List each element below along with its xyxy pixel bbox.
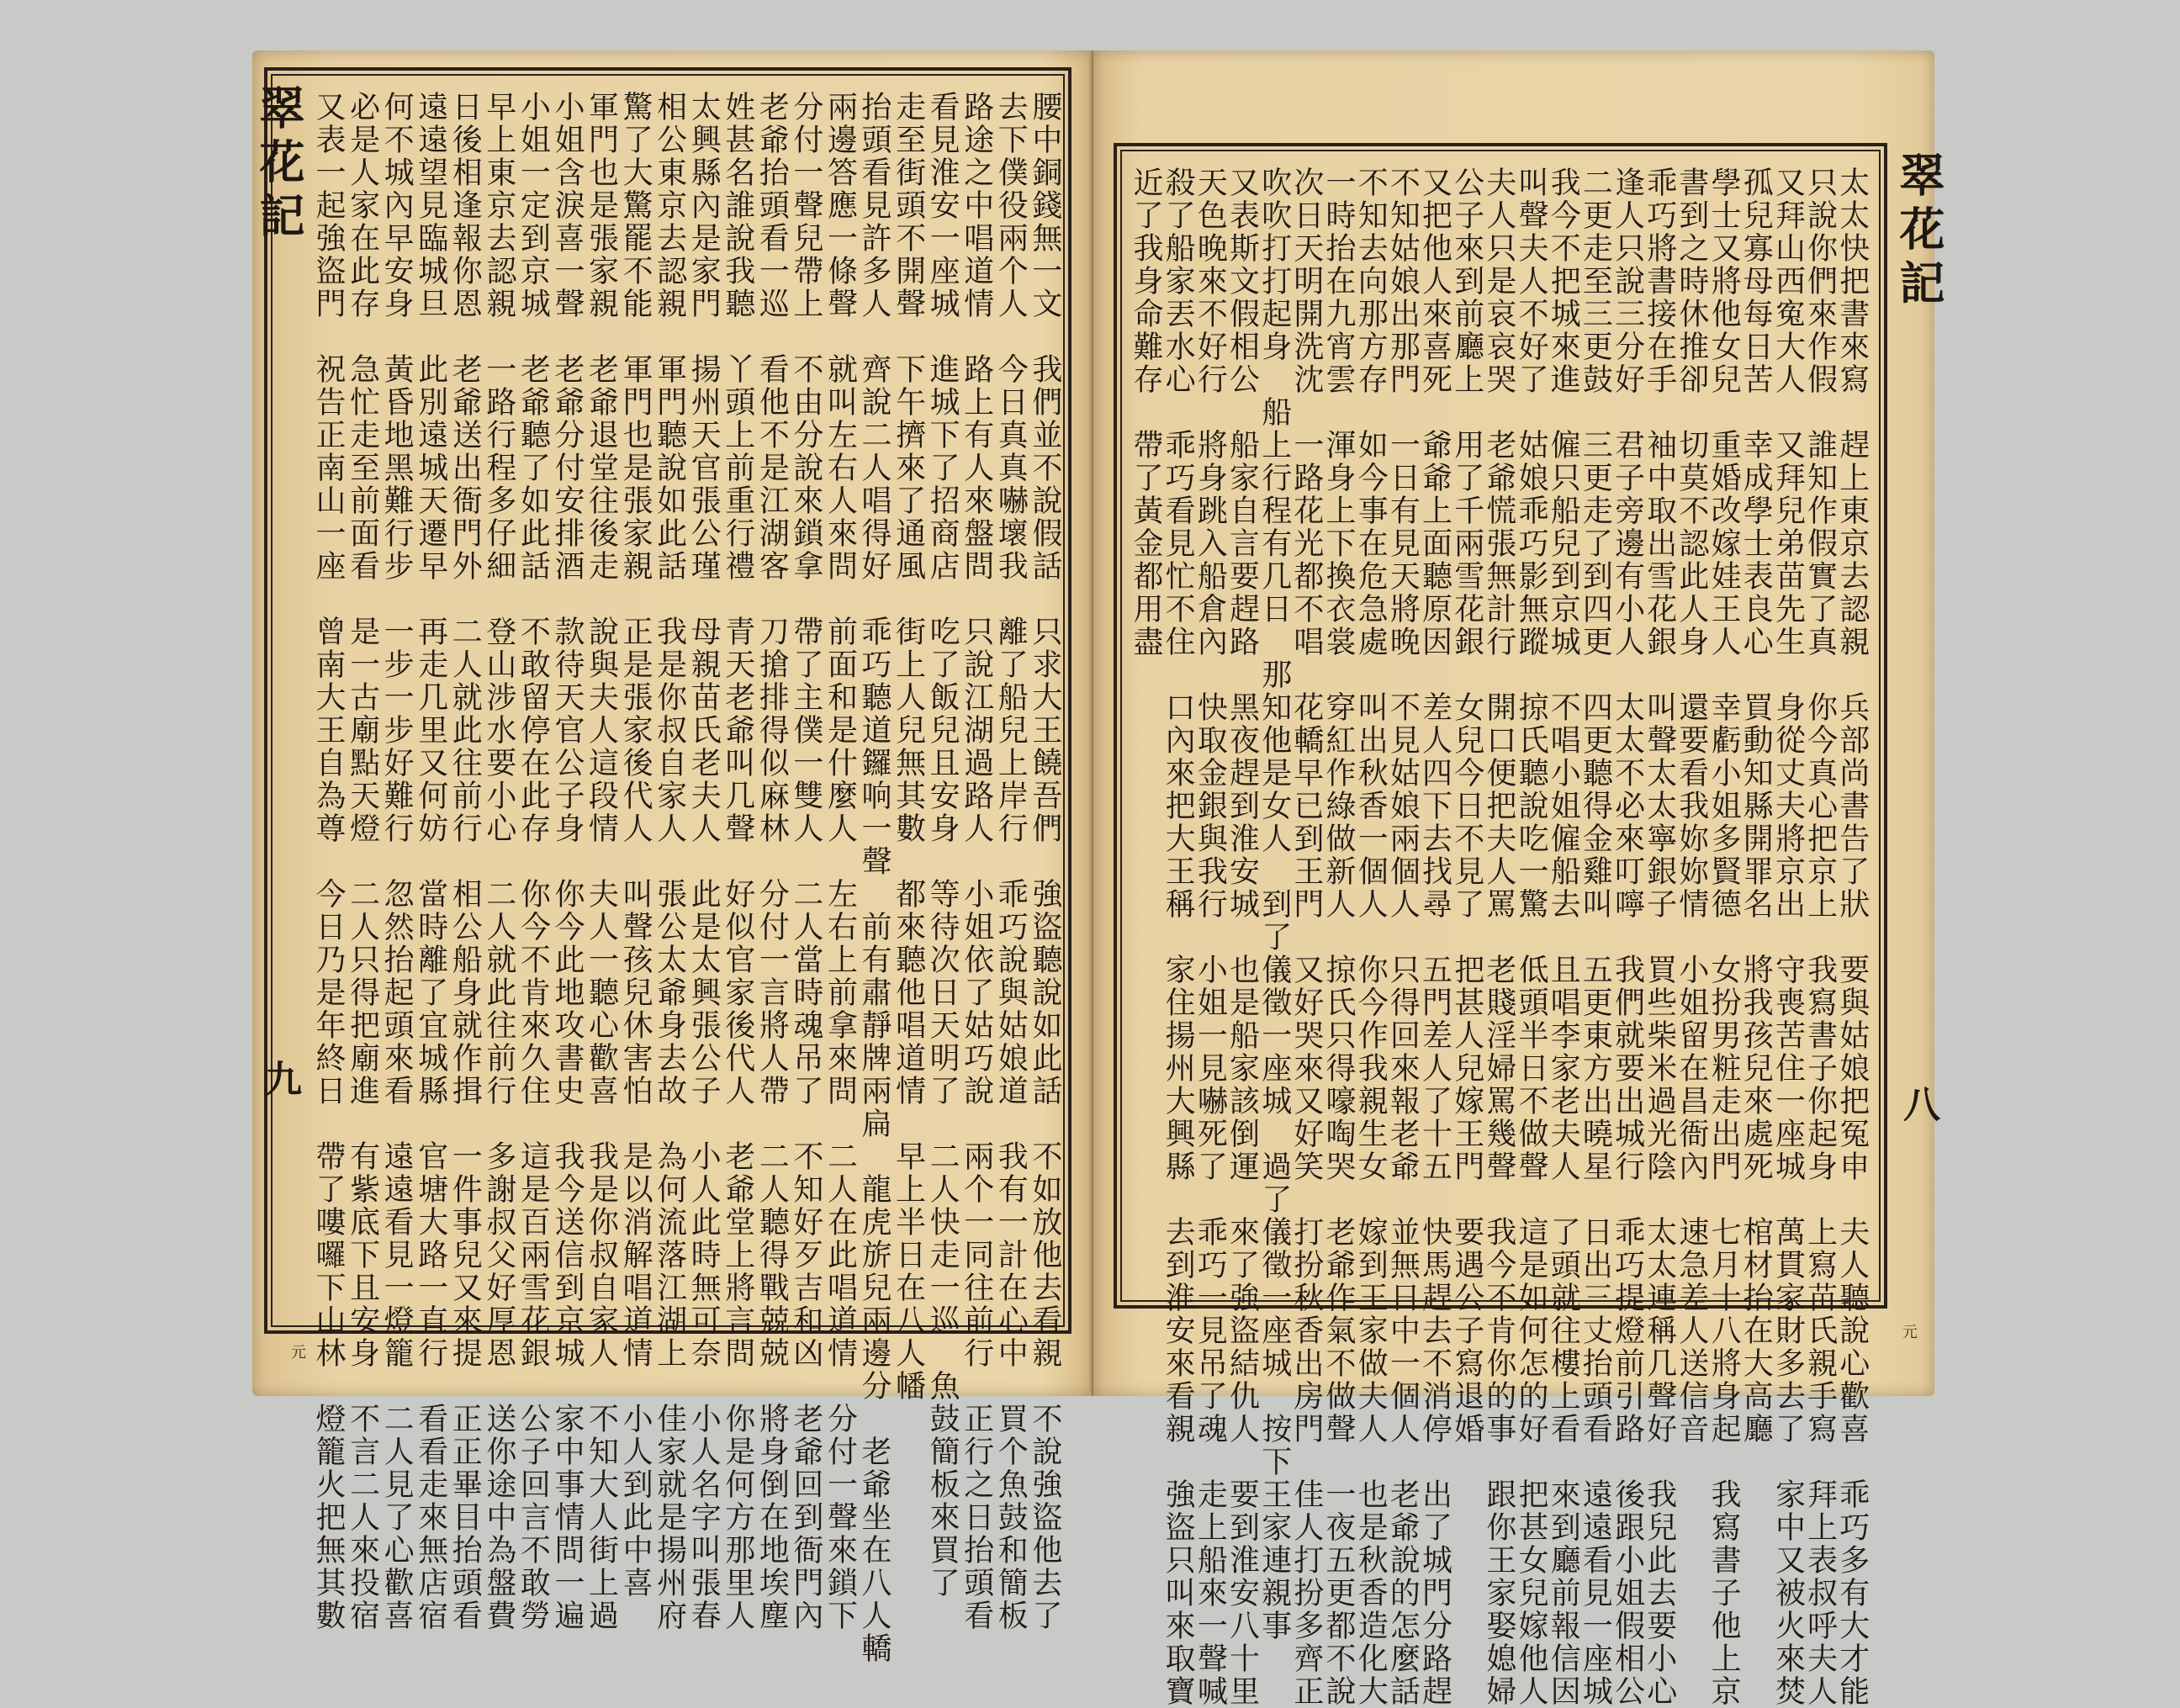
text-column: 分付一聲兒帶上 不由分說來鎖拿 帶了主僕一雙人 二人當時魂吊了 不知好歹吉和凶 老爺回到衙門內 [788, 91, 823, 1632]
left-page [252, 50, 1093, 1665]
text-column: 走至街頭不開聲 下午擠來了通風 街上人兒無其數 都來聽他唱道情 早上半日在八人幡 [891, 91, 926, 1403]
text-column: 軍門也是張家親 老爺退堂往後走 說與夫人這段情 夫人一聽心歡喜 我是你叔自家人 不知大人街上過 [584, 91, 619, 1632]
text-column: 去下僕役兩个人 今日真真嚇壞我 離了船兒上岸行 乖巧說與姑娘道 我有一計在心中 買个魚鼓和簡板 [993, 91, 1029, 1632]
text-column: 看見淮安一座城 進城下了招商店 吃了飯兒且安身 等待次日天明了 二人快走一巡 魚鼓簡板來買了 [925, 91, 960, 1600]
text-column: 姓甚名誰說我聽 丫頭上前重行禮 青天老爺叫几聲 好似官家後代人 老爺堂上將言問 你是何方那里人 [720, 91, 755, 1632]
text-column: 又表一起強盜門 祝告正南山一座 曾南大王自為尊 今日乃是年終日 帶了嘍囉下山林 燈籠火把無其數 [311, 91, 346, 1632]
left-margin-title: 翠花記 [252, 84, 306, 246]
text-column: 殺了船家丟水心 乖巧看見忙不住 口內來把大王稱 家住揚州大興縣 去到淮安來看親 強盜只叫來取寶 [1161, 167, 1196, 1708]
text-column: 書到之時休推卻 切莫不認此人身 還要看我妳妳情 小姐留在昌衙內 速急差人送信音 [1674, 167, 1709, 1446]
text-column: 只說你們來作假 誰知作假實了真 你今真心把京上 我寫書子你起身 上寫苗氏親手寫 拜上表叔呼夫人 [1802, 167, 1838, 1708]
text-column: 又表斯文假相公 船家自言要趕路 黑夜趕到淮安城 也是船家該倒運 來了強盜結仇人 要到淮安八十里 [1225, 167, 1260, 1708]
text-column: 乖巧將書接在手 袖中取出雪花銀 叫聲太太寧銀子 買些柴米過光陰 太太連稱几聲好 我兒此去要小心 [1642, 167, 1677, 1708]
text-column: 叫聲夫人不好了 姑娘乖巧影無蹤 掠氏聽說吃一驚 低頭半日不做聲 這是如何怎的好 把甚女兒嫁他人 [1514, 167, 1549, 1708]
text-column: 何不城內早安身 黃昏地黑難行步 一步一步好難行 忽然抬起頭來看 遠遠看見一燈籠 二人見了心歡喜 [379, 91, 415, 1632]
text-column: 老爺抬頭看一巡 看他不是江湖客 刀搶排得似麻林 分付一言將人帶 二人聽得戰兢兢 將身倒在地埃塵 [754, 91, 790, 1632]
text-column: 次日天明開洗沈 一路花光都不唱 花轎早已到王門 又好哭來又好笑 打扮秋香出房門 佳人打扮多齊正 [1288, 167, 1324, 1708]
left-text-columns [311, 91, 1062, 1665]
text-column: 必是人家在此存 急忙走至前面看 是一古廟點天燈 二人只得把廟進 有紫底下且安身 不言二人來投宿 [345, 91, 380, 1632]
text-column: 不知去向那方存 如今事在危急處 叫出秋香一個人 你今作我親生女 嫁到王家做夫人 也是秋香造化大 [1353, 167, 1389, 1708]
text-column: 夫人只是哀哀哭 老爺慌張無計行 開口便把夫人罵 老賤淫婦罵幾聲 我今不肯你的事 跟你王家娶媳婦 [1481, 167, 1516, 1708]
text-column: 驚了大驚罷不能 軍門也是張家親 正是張家後代人 叫聲孩兒休害怕 是以消解唱道情 小人到此中喜 [618, 91, 653, 1600]
right-foot-mark: 元 [1902, 1324, 1918, 1341]
right-page-number: 八 [1897, 1085, 1939, 1122]
right-margin-title: 翠花記 [1892, 151, 1946, 313]
text-column: 抬頭看見許多人 齊說二人唱得好 乖巧聽道鑼响一聲 前有肅靜牌兩扁 龍虎旂兒兩邊分 老爺坐在八人轎 [857, 91, 892, 1665]
text-column: 公子來到前廳上 用了千兩雪花銀 女兒今日不見了 把甚人兒嫁王門 要遇公子寫退婚 [1449, 167, 1484, 1446]
open-book [252, 50, 1946, 1708]
text-column: 遠遠望見臨城旦 此別遠城天遷早 再走几里又何妨 當時離了宜城縣 官塘大路一直行 看看走來無店宿 [413, 91, 448, 1632]
text-column: 腰中銅錢無一文 我們並不說假話 只求大王饒吾們 強盜聽說如此話 不如放他去看親 不說強盜他去了 [1027, 91, 1062, 1632]
text-column: 天色晚來不好行 將身跳入船倉內 快取金銀與我行 小姐一見嚇死了 乖巧一見吊了魂 走上船來一聲喊 [1193, 167, 1228, 1708]
text-column: 又拜山西寃大人 又拜兒弟苗先生 身從丈夫將京出 守喪苦住一座城 萬貫家財多去了 家中又被火來焚 [1770, 167, 1806, 1708]
text-column: 我今不把城來進 僱只船兒到京城 不唱小姐僱船去 且唱李家老夫人 了頭就往樓上看 來到廳前報信因 [1546, 167, 1581, 1708]
right-text-columns [1129, 167, 1870, 1708]
text-column: 不知姑娘出那門 一日有見天將晚 不見姑娘兩個人 只得回來報老爺 並無日中一個人 老爺說的怎麼話 [1385, 167, 1421, 1708]
text-column: 近了我身命難存 帶了黃金都用盡 [1129, 167, 1163, 658]
text-column: 逢人只說三分好 君子旁邊有小人 太太不必來叮嚀 我們就要出城行 乖巧提燈前引路 後跟小姐假相公 [1610, 167, 1645, 1708]
text-column: 二更走至三更鼓 三更走了到四更 四更聽得金雞叫 五更東方出曉星 日出三丈抬頭看 遠遠看見一座城 [1578, 167, 1613, 1708]
text-column: 學士又將他女兒 重婚改嫁娃王人 幸虧小姐多賢德 女扮男粧走出門 七月十八將身起 我寫書子他上京 [1706, 167, 1742, 1708]
text-column: 兩邊答應一條聲 就叫左右人來問 前面和是什麼人 左右上前拿來問 二人在此唱道情 分付一聲來鎖下 [823, 91, 858, 1632]
text-column: 路途之中唱道情 路上有人來盤問 只說江湖過路人 小姐依了姑巧說 兩个一同往前行 正行之日抬頭看 [959, 91, 994, 1632]
left-foot-mark: 元 [291, 1344, 306, 1362]
text-column: 小姐一定到京城 老爺聽了如此話 不敢留停在此存 你今不肯來久住 這是百兩雪花銀 公子回言不敢勞 [516, 91, 551, 1632]
text-column: 早上東京去認親 一路行程多仔細 登山涉水要小心 二人就此往前行 多謝叔父好厚恩 送你途中為盤費 [481, 91, 516, 1632]
text-column: 太興縣內是家門 揚州天官張公瑾 母親苗氏老夫人 此是太興張公子 小人此時無可奈 小人名字叫張春 [686, 91, 722, 1632]
text-column: 相公東京去認親 軍門聽說如此話 我是你叔自家人 張公太爺身去故 為何流落江湖上 佳家就是揚州府 [652, 91, 687, 1632]
text-column: 小姐含淚喜一聲 老爺分付安排酒 款待天官公子身 你今此地攻書史 我今送信到京城 家中事情問一遍 [549, 91, 585, 1632]
text-column: 日後相逢報你恩 老爺送出衙門外 二人就此往前行 相公船身就作揖 一件事兒又來提 正正畢目抬頭看 [447, 91, 483, 1632]
left-page-number: 九 [258, 1060, 301, 1097]
text-column: 太太快把書來寫 趕上東京去認親 兵部尚書告了狀 要與姑娘把冤申 夫人聽說心歡喜 乖巧多有大才能 [1834, 167, 1870, 1708]
text-column: 一時抬在九宵雲 渾身上下換衣裳 穿紅作綠做新人 掠氏只得嚎啕哭 老爺作氣不做聲 一夜五更都不說 [1321, 167, 1357, 1708]
text-column: 又把他人來喜死 爺爺上面聽原因 差人四下去找尋 五門差人了十五 快馬趕去不消停 出了城門分路趕 [1417, 167, 1452, 1708]
text-column: 孤兒寡母每日苦 幸成學士表良心 買動知縣開罪名 將我孩兒來處死 棺材抬在大高廳 [1738, 167, 1774, 1446]
text-column: 吹吹打打起身 船上行程有几日 那知他是女人 到了儀徵一座城 過了儀徵一座城 按下王家連親事 [1257, 167, 1292, 1642]
right-page [1093, 50, 1946, 1708]
